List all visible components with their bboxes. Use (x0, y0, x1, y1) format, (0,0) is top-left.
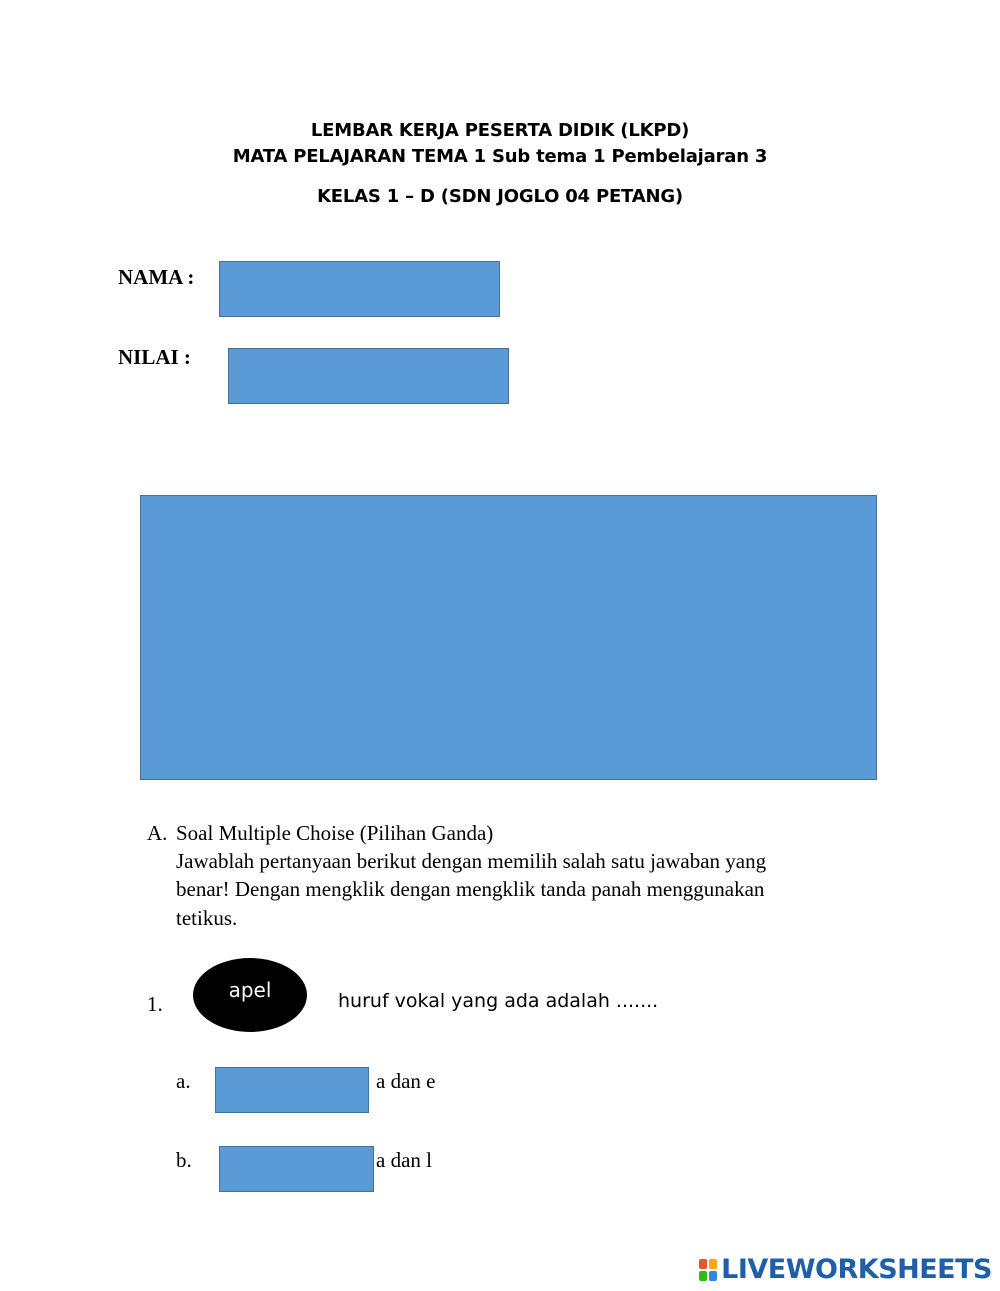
section-title: Soal Multiple Choise (Pilihan Ganda) (176, 821, 494, 845)
instruction-line-1: Jawablah pertanyaan berikut dengan memilih salah satu jawaban yang (176, 849, 767, 873)
word-label: apel (228, 978, 272, 1002)
question-text: huruf vokal yang ada adalah ....... (338, 990, 659, 1012)
word-oval (193, 958, 307, 1032)
score-label: NILAI : (118, 345, 191, 369)
question-number: 1. (147, 992, 163, 1016)
worksheet-subtitle: MATA PELAJARAN TEMA 1 Sub tema 1 Pembelajaran 3 (232, 146, 768, 167)
option-a-letter: a. (176, 1069, 191, 1093)
name-input[interactable] (219, 261, 500, 317)
liveworksheets-logo (699, 1254, 992, 1285)
option-b-dropdown[interactable] (219, 1146, 374, 1192)
option-b-text: a dan l (376, 1148, 432, 1172)
option-a-text: a dan e (376, 1069, 436, 1093)
option-b-letter: b. (176, 1148, 192, 1172)
score-field (228, 348, 509, 404)
logo-blocks-icon (699, 1259, 717, 1281)
instruction-line-3: tetikus. (176, 906, 238, 930)
logo-text: LIVEWORKSHEETS (721, 1254, 992, 1285)
worksheet-title: LEMBAR KERJA PESERTA DIDIK (LKPD) (310, 120, 690, 141)
class-info: KELAS 1 – D (SDN JOGLO 04 PETANG) (317, 186, 683, 207)
option-a-dropdown[interactable] (215, 1067, 369, 1113)
content-area-box[interactable] (140, 495, 877, 780)
name-label: NAMA : (118, 265, 195, 289)
section-marker: A. (147, 821, 168, 845)
instruction-line-2: benar! Dengan mengklik dengan mengklik tanda panah menggunakan (176, 877, 765, 901)
